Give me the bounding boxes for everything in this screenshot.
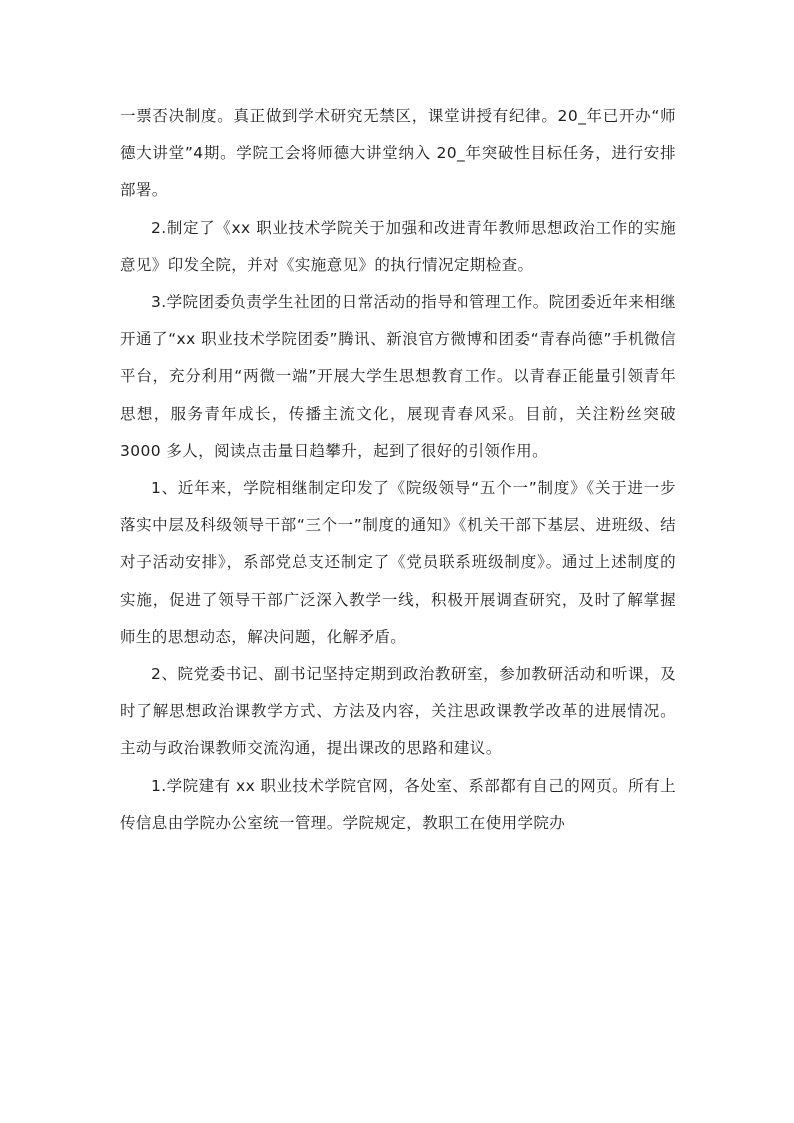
paragraph-3: 3.学院团委负责学生社团的日常活动的指导和管理工作。院团委近年来相继开通了“xx 职业技术学院团委”腾讯、新浪官方微博和团委“青春尚德”手机微信平台，充分利用“两微一端”开展大学生思想教育工作。以青春正能量引领青年思想，服务青年成长，传播主流文化，展现青春风采。目前，关注粉丝突破 3000 多人，阅读点击量日趋攀升，起到了很好的引领作用。 [120,293,676,460]
paragraph-4: 1、近年来，学院相继制定印发了《院级领导“五个一”制度》《关于进一步落实中层及科级领导干部“三个一”制度的通知》《机关干部下基层、进班级、结对子活动安排》，系部党总支还制定了《党员联系班级制度》。通过上述制度的实施，促进了领导干部广泛深入教学一线，积极开展调查研究，及时了解掌握师生的思想动态，解决问题，化解矛盾。 [120,479,676,646]
document-body [120,98,676,842]
paragraph-1: 一票否决制度。真正做到学术研究无禁区，课堂讲授有纪律。20_年已开办“师德大讲堂”4期。学院工会将师德大讲堂纳入 20_年突破性目标任务，进行安排部署。 [120,107,676,200]
paragraph-5: 2、院党委书记、副书记坚持定期到政治教研室，参加教研活动和听课，及时了解思想政治课教学方式、方法及内容，关注思政课教学改革的进展情况。主动与政治课教师交流沟通，提出课改的思路和建议。 [120,665,676,758]
paragraph-6: 1.学院建有 xx 职业技术学院官网，各处室、系部都有自己的网页。所有上传信息由学院办公室统一管理。学院规定，教职工在使用学院办 [120,776,676,832]
paragraph-2: 2.制定了《xx 职业技术学院关于加强和改进青年教师思想政治工作的实施意见》印发全院，并对《实施意见》的执行情况定期检查。 [120,218,676,274]
